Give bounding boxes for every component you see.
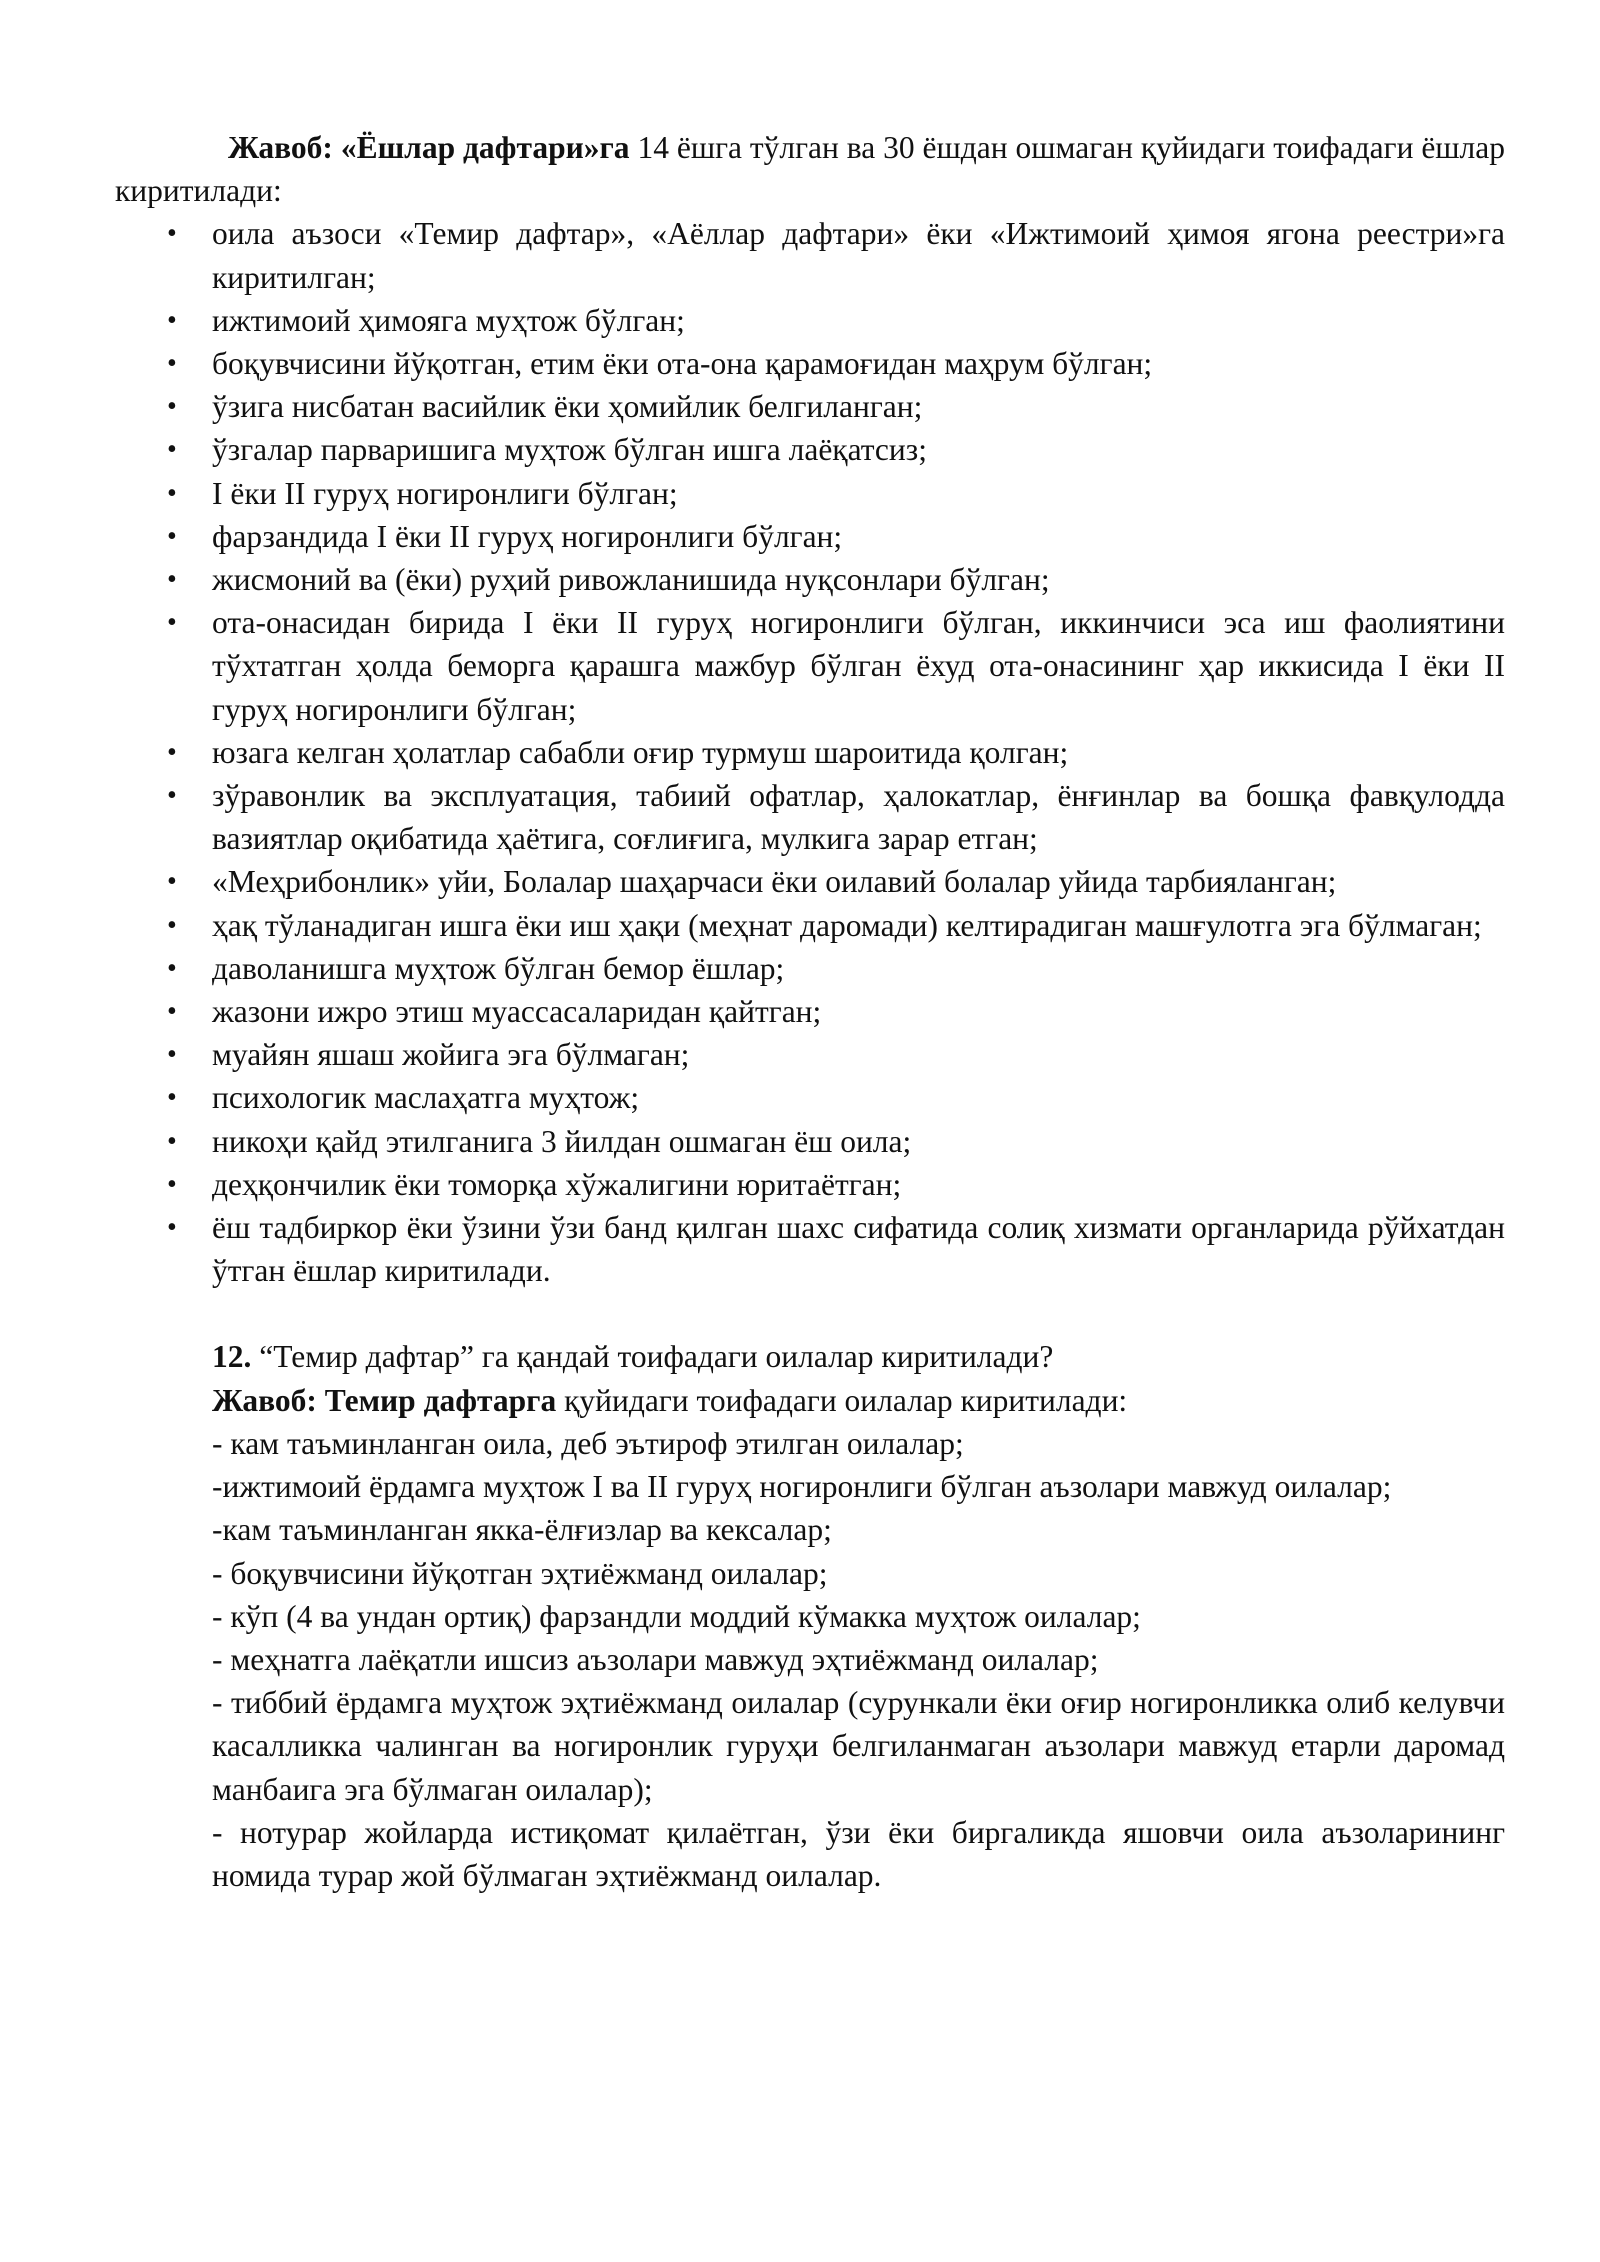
question-12 (212, 1335, 1505, 1378)
list-item: • муайян яшаш жойига эга бўлмаган; (212, 1033, 1505, 1076)
list-item: • I ёки II гуруҳ ногиронлиги бўлган; (212, 472, 1505, 515)
list-item: • оила аъзоси «Темир дафтар», «Аёллар дафтари» ёки «Ижтимоий ҳимоя ягона реестри»га киритилган; (212, 212, 1505, 298)
list-item: • жисмоний ва (ёки) руҳий ривожланишида нуқсонлари бўлган; (212, 558, 1505, 601)
list-item: • даволанишга муҳтож бўлган бемор ёшлар; (212, 947, 1505, 990)
list-item: -кам таъминланган якка-ёлғизлар ва кексалар; (212, 1512, 832, 1548)
list-item: • ёш тадбиркор ёки ўзини ўзи банд қилган шахс сифатида солиқ хизмати органларида рўйхатдан ўтган ёшлар киритилади. (212, 1206, 1505, 1292)
list-item: • деҳқончилик ёки томорқа хўжалигини юритаётган; (212, 1163, 1505, 1206)
youth-register-title: «Ёшлар дафтари»га (340, 130, 630, 165)
list-item: - тиббий ёрдамга муҳтож эҳтиёжманд оилалар (сурункали ёки оғир ногиронликка олиб келувчи касалликка чалинган ва ногиронлик гуруҳи белгиланмаган аъзолари мавжуд етарли даромад манбаига эга бўлмаган оилалар); (212, 1685, 1505, 1807)
question-text: “Темир дафтар” га қандай тоифадаги оилалар киритилади? (251, 1339, 1054, 1375)
list-item: • психологик маслаҳатга муҳтож; (212, 1076, 1505, 1119)
list-item: • ҳақ тўланадиган ишга ёки иш ҳақи (меҳнат даромади) келтирадиган машғулотга эга бўлмаган; (212, 904, 1505, 947)
list-item: • зўравонлик ва эксплуатация, табиий офатлар, ҳалокатлар, ёнғинлар ва бошқа фавқулодда вазиятлар оқибатида ҳаётига, соғлиғига, мулкига зарар етган; (212, 774, 1505, 860)
answer-text: қуйидаги тоифадаги оилалар киритилади: (556, 1382, 1128, 1418)
question-12-section (115, 1335, 1505, 1897)
list-item: • ижтимоий ҳимояга муҳтож бўлган; (212, 299, 1505, 342)
list-item: • «Меҳрибонлик» уйи, Болалар шаҳарчаси ёки оилавий болалар уйида тарбияланган; (212, 860, 1505, 903)
list-item: • ота-онасидан бирида I ёки II гуруҳ ногиронлиги бўлган, иккинчиси эса иш фаолиятини тўхтатган ҳолда беморга қарашга мажбур бўлган ёхуд ота-онасининг ҳар иккисида I ёки II гуруҳ ногиронлиги бўлган; (212, 601, 1505, 731)
list-item: • никоҳи қайд этилганига 3 йилдан ошмаган ёш оила; (212, 1120, 1505, 1163)
list-item: - боқувчисини йўқотган эҳтиёжманд оилалар; (212, 1555, 828, 1591)
list-item: • жазони ижро этиш муассасаларидан қайтган; (212, 990, 1505, 1033)
answer-text: 14 ёшга тўлган ва 30 ёшдан ошмаган қуйидаги тоифадаги ёшлар киритилади: (115, 130, 1506, 209)
list-item: - нотурар жойларда истиқомат қилаётган, ўзи ёки биргаликда яшовчи оила аъзоларининг номида турар жой бўлмаган эҳтиёжманд оилалар. (212, 1814, 1505, 1893)
document-body (115, 126, 1505, 1897)
list-item: - кам таъминланган оила, деб эътироф этилган оилалар; (212, 1425, 964, 1461)
list-item: - меҳнатга лаёқатли ишсиз аъзолари мавжуд эҳтиёжманд оилалар; (212, 1641, 1099, 1677)
answer-label: Жавоб: (228, 130, 333, 165)
list-item: • юзага келган ҳолатлар сабабли оғир турмуш шароитида қолган; (212, 731, 1505, 774)
youth-register-answer-paragraph (115, 126, 1505, 212)
list-item: • ўзгалар парваришига муҳтож бўлган ишга лаёқатсиз; (212, 428, 1505, 471)
question-number: 12. (212, 1339, 252, 1375)
list-item: • ўзига нисбатан васийлик ёки ҳомийлик белгиланган; (212, 385, 1505, 428)
answer-heading: Жавоб: Темир дафтарга (212, 1382, 557, 1418)
list-item: -ижтимоий ёрдамга муҳтож I ва II гуруҳ ногиронлиги бўлган аъзолари мавжуд оилалар; (212, 1469, 1392, 1505)
question-12-answer (212, 1379, 1505, 1422)
youth-categories-list (115, 212, 1505, 1292)
list-item: • фарзандида I ёки II гуруҳ ногиронлиги бўлган; (212, 515, 1505, 558)
list-item: • боқувчисини йўқотган, етим ёки ота-она қарамоғидан маҳрум бўлган; (212, 342, 1505, 385)
list-item: - кўп (4 ва ундан ортиқ) фарзандли моддий кўмакка муҳтож оилалар; (212, 1598, 1141, 1634)
